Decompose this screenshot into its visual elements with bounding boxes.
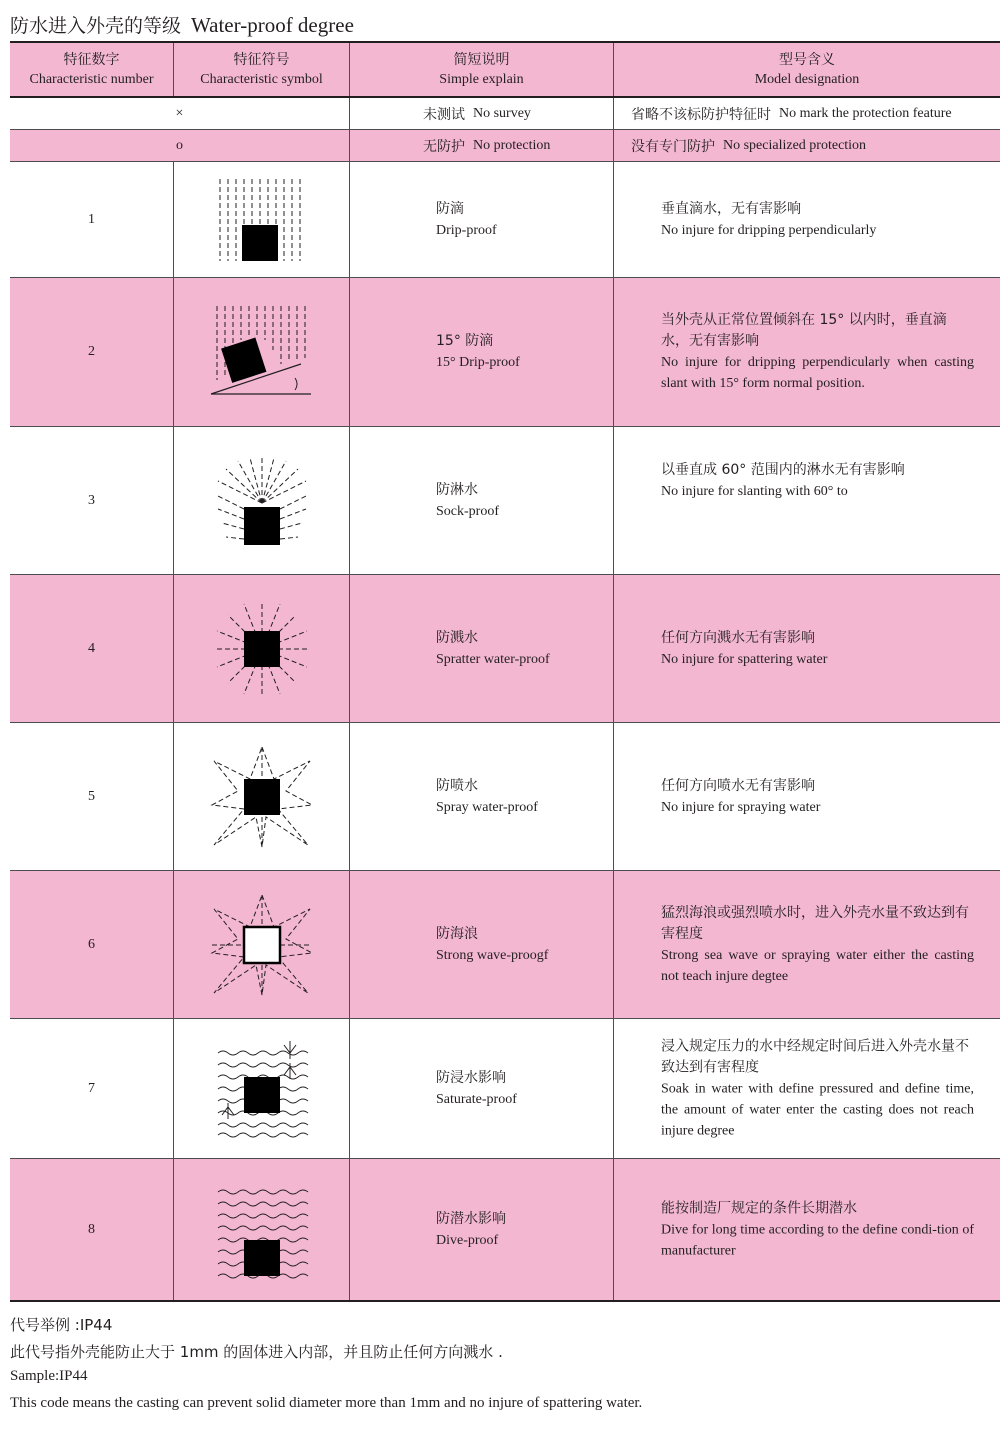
characteristic-number: 7 xyxy=(88,1080,95,1096)
model-en: No mark the protection feature xyxy=(779,105,952,121)
explain-cell xyxy=(350,98,614,129)
number-cell xyxy=(10,1159,174,1300)
explain-en: Spratter water-proof xyxy=(436,651,550,667)
model-cell xyxy=(614,162,1000,277)
footer-meaning-zh xyxy=(10,1341,503,1362)
table-row-8 xyxy=(10,1159,1000,1302)
symbol-cell xyxy=(174,427,350,574)
header-en: Characteristic symbol xyxy=(200,71,323,87)
code-value: o xyxy=(176,137,183,153)
footer-example-zh: 代号举例 :IP44 xyxy=(10,1316,113,1334)
strong-jets-icon xyxy=(210,893,314,997)
symbol-cell xyxy=(174,1159,350,1300)
symbol-cell xyxy=(174,575,350,722)
header-characteristic-symbol xyxy=(174,43,350,96)
header-characteristic-number xyxy=(10,43,174,96)
model-zh: 能按制造厂规定的条件长期潜水 xyxy=(661,1200,857,1216)
number-cell xyxy=(10,278,174,426)
model-en: No injure for spraying water xyxy=(661,799,821,815)
header-zh: 特征符号 xyxy=(233,51,290,68)
table-row-4 xyxy=(10,575,1000,723)
header-en: Model designation xyxy=(754,71,860,87)
explain-zh: 未测试 xyxy=(423,106,465,123)
model-cell xyxy=(614,130,1000,161)
header-simple-explain xyxy=(350,43,614,96)
model-en: No injure for spattering water xyxy=(661,651,828,667)
table-row-no-protection xyxy=(10,130,1000,162)
model-cell xyxy=(614,723,1000,870)
model-en: Dive for long time according to the define condi-tion of manufacturer xyxy=(661,1222,974,1258)
page-title-zh: 防水进入外壳的等级 xyxy=(10,15,182,37)
header-en: Characteristic number xyxy=(29,71,154,87)
model-zh: 以垂直成 60° 范围内的淋水无有害影响 xyxy=(661,461,905,478)
symbol-cell xyxy=(174,278,350,426)
explain-cell xyxy=(350,575,614,722)
footer-example-en: Sample:IP44 xyxy=(10,1368,88,1384)
explain-cell xyxy=(350,1019,614,1158)
model-cell xyxy=(614,1019,1000,1158)
model-en: No injure for dripping perpendicularly xyxy=(661,222,877,238)
number-cell xyxy=(10,162,174,277)
table-row-6 xyxy=(10,871,1000,1019)
explain-zh: 防浸水影响 xyxy=(436,1069,506,1086)
model-en: Strong sea wave or spraying water either the casting not teach injure degtee xyxy=(661,947,974,984)
code-cell xyxy=(10,130,350,161)
characteristic-number: 1 xyxy=(88,211,95,227)
explain-zh: 防淋水 xyxy=(436,481,478,498)
drip-vertical-icon xyxy=(212,175,312,265)
explain-cell xyxy=(350,1159,614,1300)
explain-en: No protection xyxy=(473,137,551,153)
table-row-1 xyxy=(10,162,1000,278)
characteristic-number: 4 xyxy=(88,640,95,656)
header-model-designation xyxy=(614,43,1000,96)
immersion-icon xyxy=(214,1039,310,1139)
page-title xyxy=(10,10,354,40)
explain-zh: 防海浪 xyxy=(436,925,478,942)
characteristic-number: 8 xyxy=(88,1221,95,1237)
number-cell xyxy=(10,1019,174,1158)
model-zh: 浸入规定压力的水中经规定时间后进入外壳水量不致达到有害程度 xyxy=(661,1038,969,1075)
explain-en: Spray water-proof xyxy=(436,799,538,815)
symbol-cell xyxy=(174,162,350,277)
header-zh: 简短说明 xyxy=(453,51,510,68)
model-cell xyxy=(614,278,1000,426)
code-cell xyxy=(10,98,350,129)
table-row-2 xyxy=(10,278,1000,427)
explain-en: 15° Drip-proof xyxy=(436,355,520,370)
symbol-cell xyxy=(174,871,350,1018)
spray-jets-icon xyxy=(210,745,314,849)
footer-meaning-en: This code means the casting can prevent solid diameter more than 1mm and no injure of spattering water. xyxy=(10,1395,643,1411)
model-en: No injure for dripping perpendicularly when casting slant with 15° form normal position. xyxy=(661,355,974,391)
header-zh: 特征数字 xyxy=(63,51,120,68)
explain-en: Sock-proof xyxy=(436,503,499,519)
footer-meaning-zh-text: 此代号指外壳能防止大于 1mm 的固体进入内部，并且防止任何方向溅水 . xyxy=(10,1343,503,1361)
model-zh: 没有专门防护 xyxy=(631,138,715,155)
characteristic-number: 2 xyxy=(88,344,95,359)
explain-en: Strong wave-proogf xyxy=(436,947,549,963)
splash-all-directions-icon xyxy=(212,599,312,699)
table-row-no-survey xyxy=(10,98,1000,130)
explain-cell xyxy=(350,723,614,870)
model-zh: 猛烈海浪或强烈喷水时，进入外壳水量不致达到有害程度 xyxy=(661,904,969,942)
submersion-icon xyxy=(214,1180,310,1280)
model-cell xyxy=(614,1159,1000,1300)
header-en: Simple explain xyxy=(439,71,524,87)
symbol-cell xyxy=(174,723,350,870)
explain-cell xyxy=(350,278,614,426)
explain-zh: 15° 防滴 xyxy=(436,333,494,349)
drip-15-degree-icon xyxy=(207,304,317,400)
explain-cell xyxy=(350,871,614,1018)
explain-zh: 防溅水 xyxy=(436,629,478,646)
explain-en: Drip-proof xyxy=(436,222,497,238)
model-cell xyxy=(614,427,1000,574)
number-cell xyxy=(10,427,174,574)
model-en: Soak in water with define pressured and define time, the amount of water enter the casting does not reach injure degree xyxy=(661,1081,974,1138)
characteristic-number: 6 xyxy=(88,936,95,952)
characteristic-number: 3 xyxy=(88,492,95,508)
model-zh: 任何方向溅水无有害影响 xyxy=(661,629,815,646)
code-value: × xyxy=(175,105,184,121)
explain-zh: 防滴 xyxy=(436,200,464,217)
table-header-row xyxy=(10,43,1000,98)
table-row-3 xyxy=(10,427,1000,575)
symbol-cell xyxy=(174,1019,350,1158)
explain-zh: 防喷水 xyxy=(436,777,478,794)
model-cell xyxy=(614,871,1000,1018)
header-zh: 型号含义 xyxy=(779,51,835,68)
model-zh: 当外壳从正常位置倾斜在 15° 以内时，垂直滴水，无有害影响 xyxy=(661,312,947,349)
number-cell xyxy=(10,575,174,722)
explain-cell xyxy=(350,130,614,161)
explain-en: Saturate-proof xyxy=(436,1091,517,1107)
model-zh: 任何方向喷水无有害影响 xyxy=(661,777,815,794)
explain-en: Dive-proof xyxy=(436,1232,499,1248)
model-en: No specialized protection xyxy=(723,137,867,153)
explain-cell xyxy=(350,162,614,277)
model-zh: 省略不该标防护特征时 xyxy=(631,106,771,123)
model-cell xyxy=(614,98,1000,129)
explain-zh: 无防护 xyxy=(423,138,465,155)
rain-60-degree-icon xyxy=(212,453,312,549)
page-title-en: Water-proof degree xyxy=(191,13,354,37)
model-cell xyxy=(614,575,1000,722)
table-row-7 xyxy=(10,1019,1000,1159)
model-en: No injure for slanting with 60° to xyxy=(661,483,848,499)
characteristic-number: 5 xyxy=(88,788,95,804)
model-zh: 垂直滴水，无有害影响 xyxy=(661,200,801,217)
explain-en: No survey xyxy=(473,105,531,121)
table-row-5 xyxy=(10,723,1000,871)
explain-zh: 防潜水影响 xyxy=(436,1210,506,1227)
explain-cell xyxy=(350,427,614,574)
number-cell xyxy=(10,723,174,870)
number-cell xyxy=(10,871,174,1018)
